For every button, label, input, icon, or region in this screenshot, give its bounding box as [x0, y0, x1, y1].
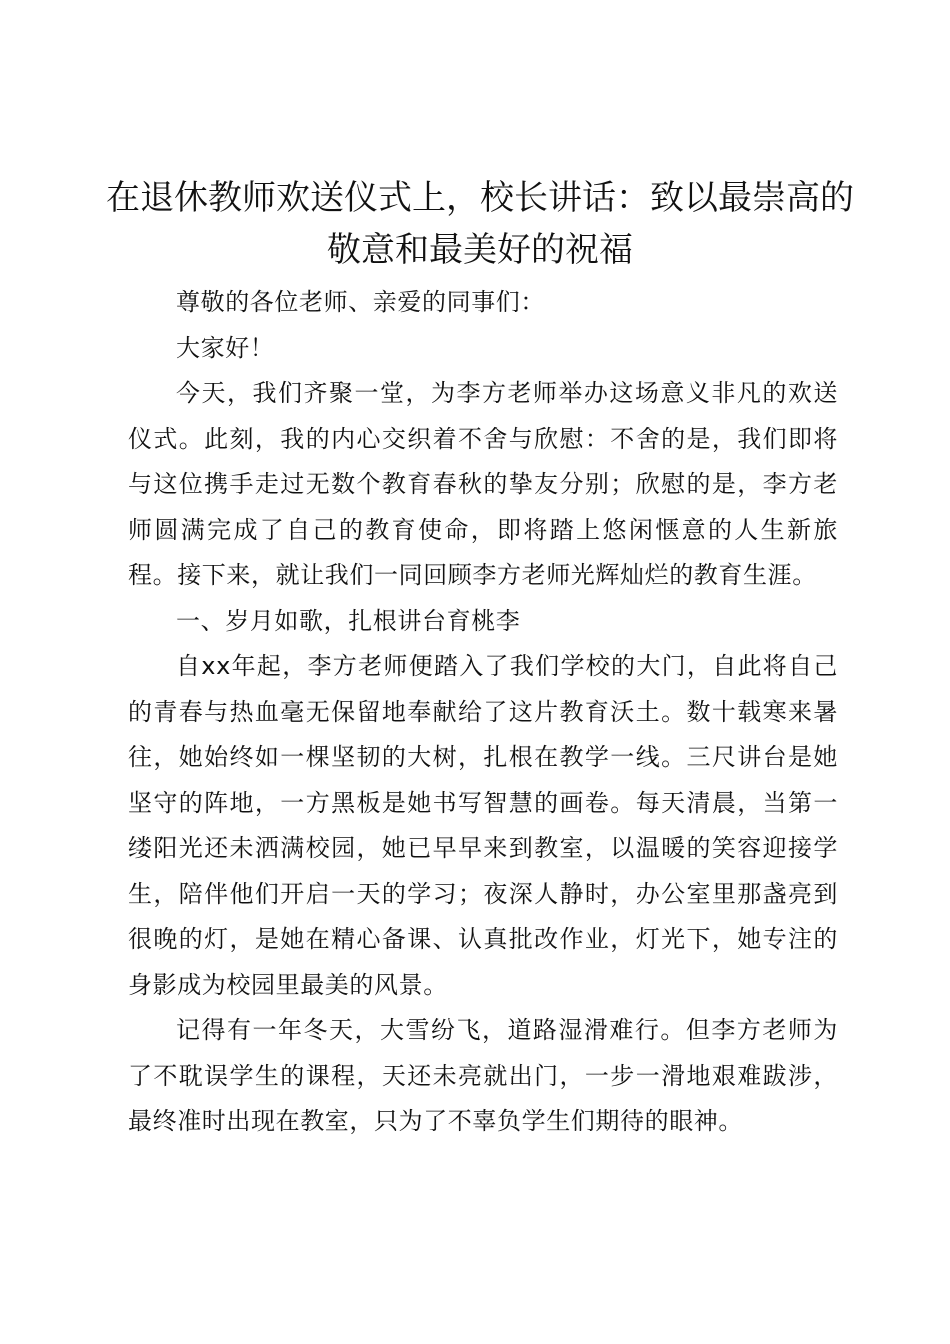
greeting: 大家好！ — [176, 333, 275, 362]
document-title: 在退休教师欢送仪式上，校长讲话：致以最崇高的敬意和最美好的祝福 — [106, 178, 854, 270]
paragraph: 自xx年起，李方老师便踏入了我们学校的大门，自此将自己的青春与热血毫无保留地奉献给了这片教育沃土。数十载寒来暑往，她始终如一棵坚韧的大树，扎根在教学一线。三尺讲台是她坚守的阵地，一方黑板是她书写智慧的画卷。每天清晨，当第一缕阳光还未洒满校园，她已早早来到教室，以温暖的笑容迎接学生，陪伴他们开启一天的学习；夜深人静时，办公室里那盏亮到很晚的灯，是她在精心备课、认真批改作业，灯光下，她专注的身影成为校园里最美的风景。 — [128, 652, 838, 999]
salutation: 尊敬的各位老师、亲爱的同事们： — [176, 288, 545, 316]
document-body — [128, 280, 838, 1145]
paragraph: 记得有一年冬天，大雪纷飞，道路湿滑难行。但李方老师为了不耽误学生的课程，天还未亮就出门，一步一滑地艰难跋涉，最终准时出现在教室，只为了不辜负学生们期待的眼神。 — [128, 1016, 838, 1135]
section-heading: 一、岁月如歌，扎根讲台育桃李 — [176, 606, 521, 635]
paragraph: 今天，我们齐聚一堂，为李方老师举办这场意义非凡的欢送仪式。此刻，我的内心交织着不舍与欣慰：不舍的是，我们即将与这位携手走过无数个教育春秋的挚友分别；欣慰的是，李方老师圆满完成了自己的教育使命，即将踏上悠闲惬意的人生新旅程。接下来，就让我们一同回顾李方老师光辉灿烂的教育生涯。 — [128, 379, 838, 589]
